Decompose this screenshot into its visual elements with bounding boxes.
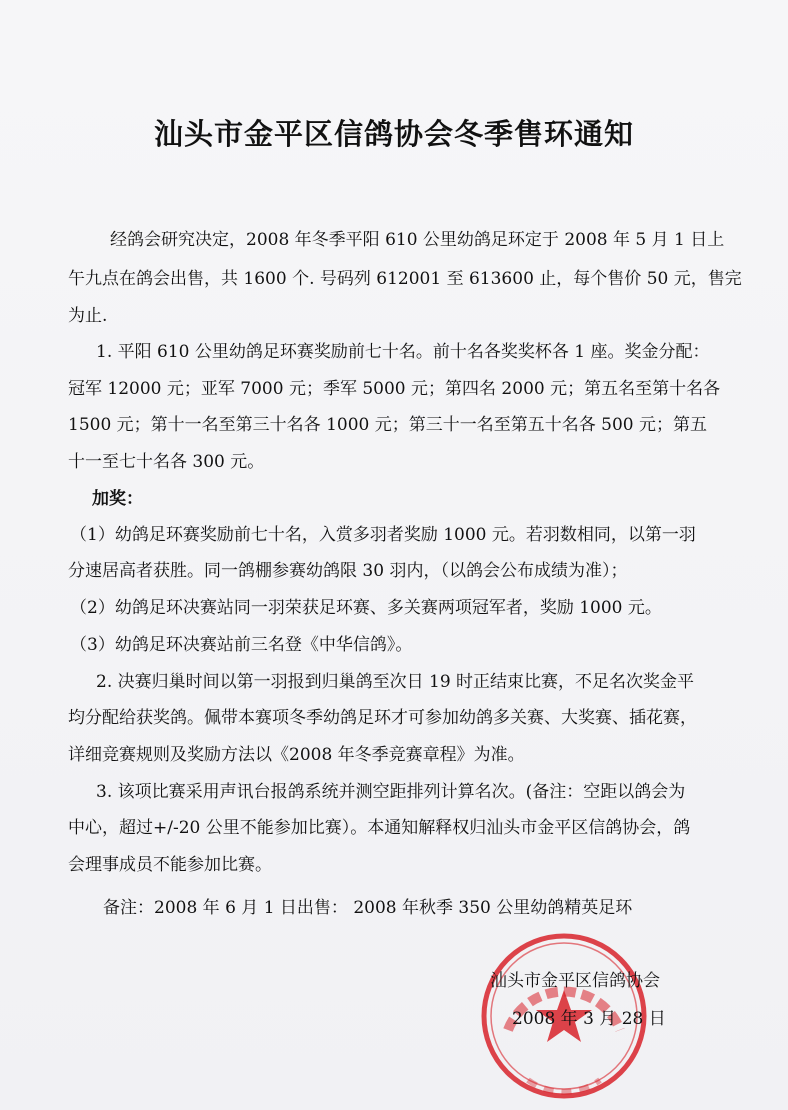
remark-line: 备注：2008 年 6 月 1 日出售： 2008 年秋季 350 公里幼鸽精英足环 <box>103 898 633 918</box>
paragraph-line: （3）幼鸽足环决赛站前三名登《中华信鸽》。 <box>70 635 413 655</box>
paragraph-line: 为止. <box>68 306 108 326</box>
paragraph-line: 分速居高者获胜。同一鸽棚参赛幼鸽限 30 羽内，（以鸽会公布成绩为准）； <box>68 561 628 581</box>
paragraph-line: 详细竞赛规则及奖励方法以《2008 年冬季竞赛章程》为准。 <box>68 745 525 765</box>
paragraph-line: （2）幼鸽足环决赛站同一羽荣获足环赛、多关赛两项冠军者，奖励 1000 元。 <box>70 598 662 618</box>
paragraph-line: 1. 平阳 610 公里幼鸽足环赛奖励前七十名。前十名各奖奖杯各 1 座。奖金分配： <box>96 342 710 362</box>
paragraph-line: 中心，超过+/-20 公里不能参加比赛）。本通知解释权归汕头市金平区信鸽协会，鸽 <box>68 818 691 838</box>
paragraph-line: 2. 决赛归巢时间以第一羽报到归巢鸽至次日 19 时正结束比赛，不足名次奖金平 <box>96 672 695 692</box>
paragraph-line: 十一至七十名各 300 元。 <box>68 452 265 472</box>
paragraph-line: 会理事成员不能参加比赛。 <box>68 855 272 875</box>
paragraph-line: 1500 元；第十一名至第三十名各 1000 元；第三十一名至第五十名各 500 元；第五 <box>68 415 707 435</box>
paragraph-line: 午九点在鸽会出售，共 1600 个. 号码列 612001 至 613600 止，每个售价 50 元，售完 <box>68 269 742 289</box>
signature-organization: 汕头市金平区信鸽协会 <box>490 971 660 991</box>
paragraph-line: 经鸽会研究决定，2008 年冬季平阳 610 公里幼鸽足环定于 2008 年 5 月 1 日上 <box>110 230 725 250</box>
paragraph-line: （1）幼鸽足环赛奖励前七十名，入赏多羽者奖励 1000 元。若羽数相同，以第一羽 <box>70 525 696 545</box>
document-title: 汕头市金平区信鸽协会冬季售环通知 <box>153 117 634 151</box>
signature-date: 2008 年 3 月 28 日 <box>512 1009 666 1029</box>
paragraph-line: 冠军 12000 元；亚军 7000 元；季军 5000 元；第四名 2000 元；第五名至第十名各 <box>68 379 721 399</box>
bonus-heading: 加奖： <box>92 489 143 509</box>
paragraph-line: 3. 该项比赛采用声讯台报鸽系统并测空距排列计算名次。(备注：空距以鸽会为 <box>96 782 686 802</box>
paragraph-line: 均分配给获奖鸽。佩带本赛项冬季幼鸽足环才可参加幼鸽多关赛、大奖赛、插花赛， <box>68 708 697 728</box>
